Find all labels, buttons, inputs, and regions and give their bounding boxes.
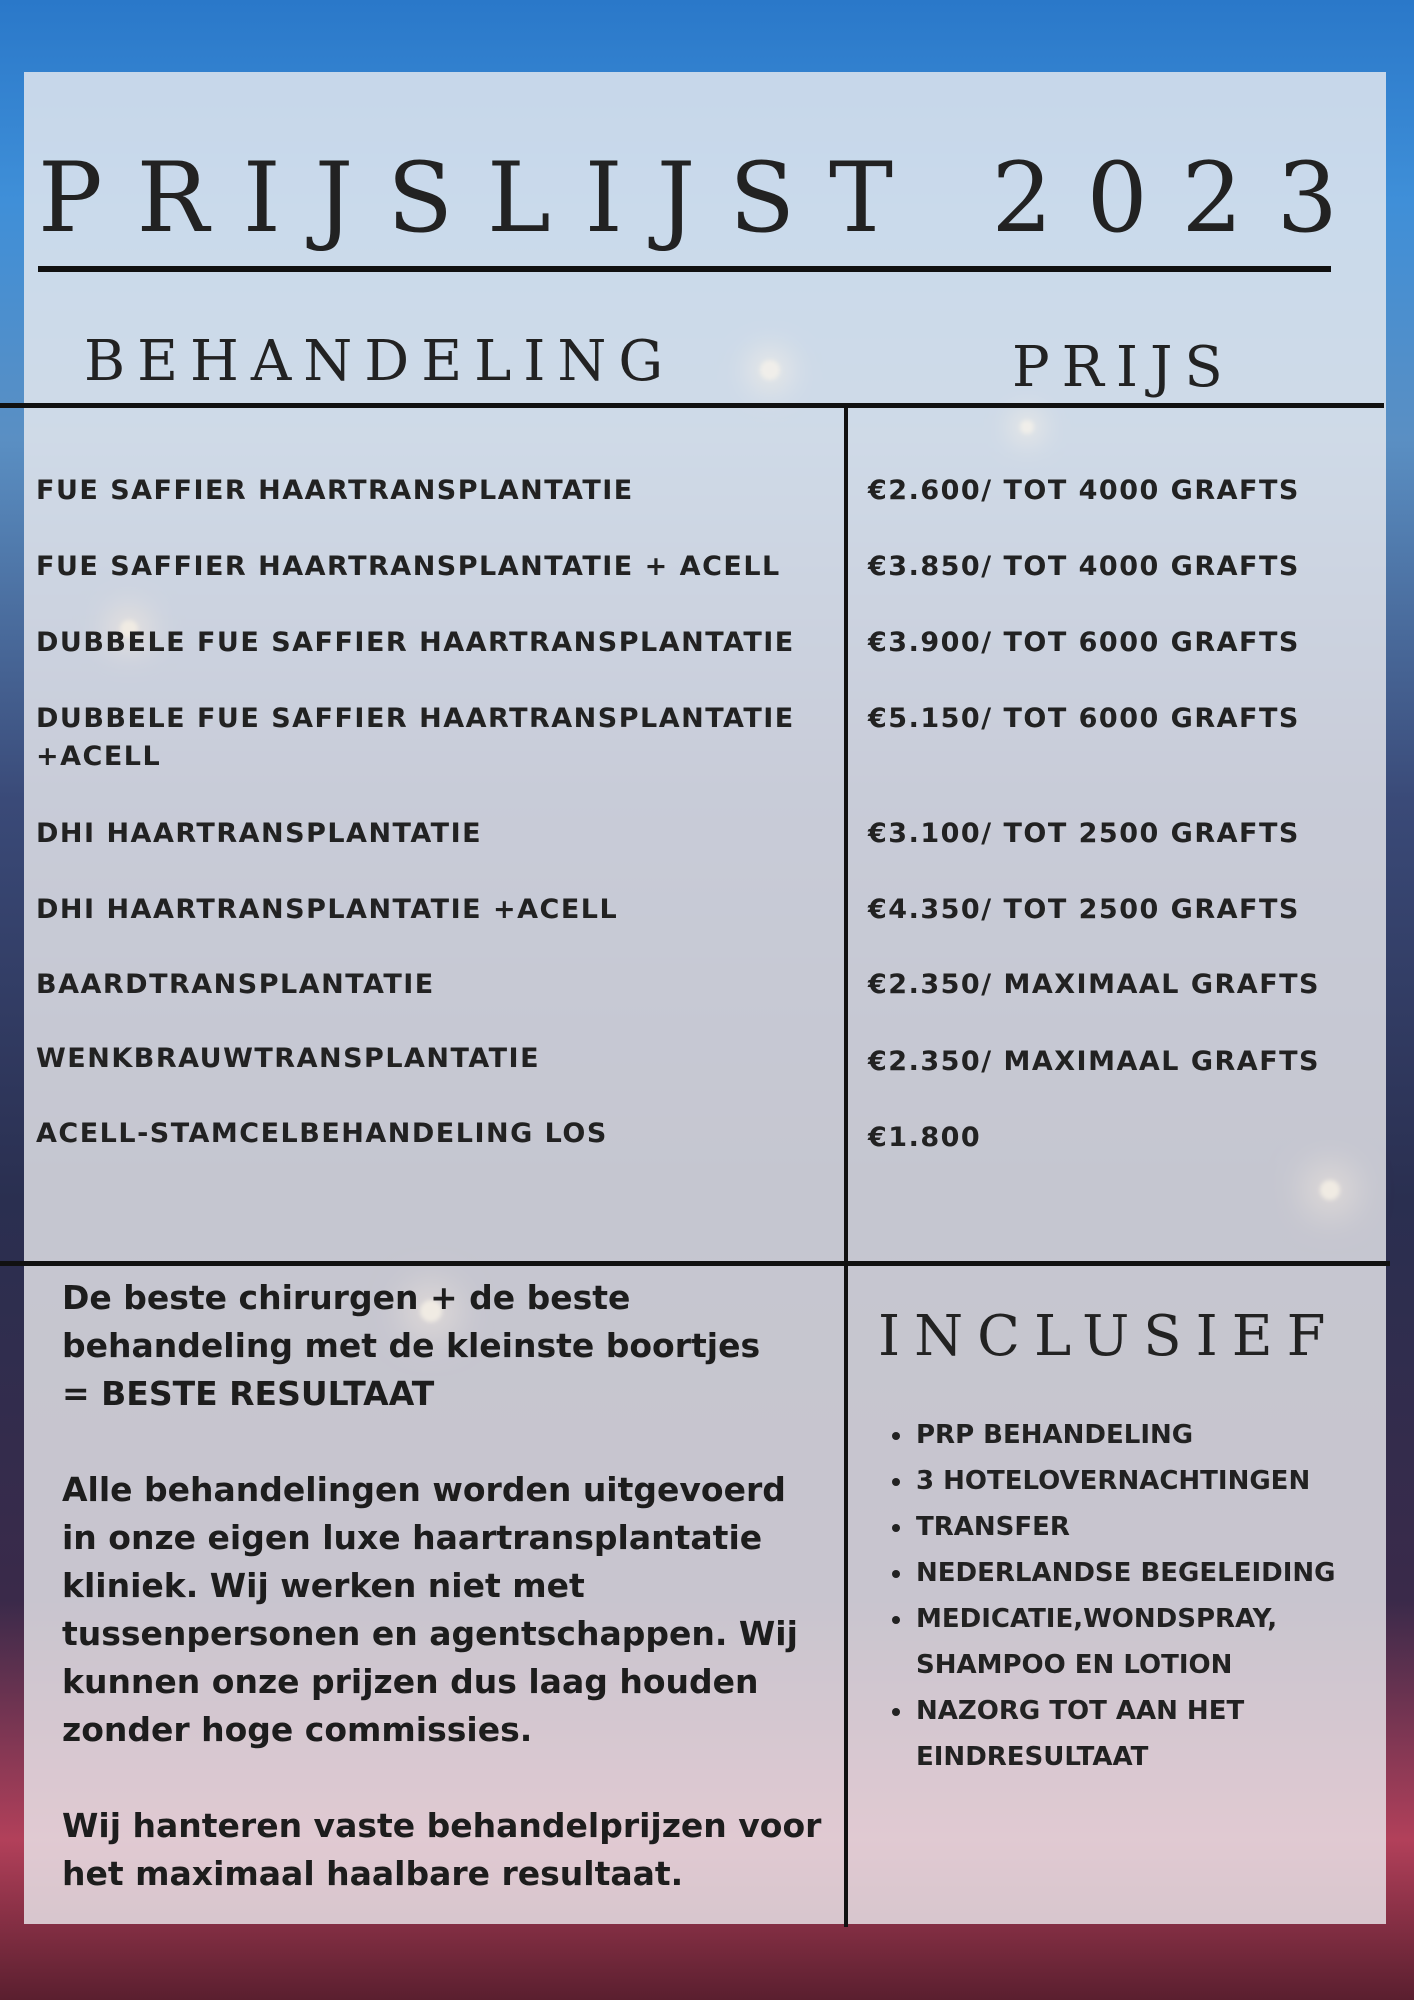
table-row-treatment: ACELL-STAMCELBEHANDELING LOS xyxy=(36,1118,608,1149)
table-row-price: €3.100/ TOT 2500 GRAFTS xyxy=(868,818,1300,849)
table-top-divider xyxy=(0,403,1384,408)
table-row-treatment: DHI HAARTRANSPLANTATIE +ACELL xyxy=(36,894,619,925)
list-item: • 3 HOTELOVERNACHTINGEN xyxy=(914,1458,1394,1504)
table-row-price: €5.150/ TOT 6000 GRAFTS xyxy=(868,703,1300,734)
header-price: PRIJS xyxy=(1012,335,1235,400)
list-item: • MEDICATIE,WONDSPRAY, SHAMPOO EN LOTION xyxy=(914,1596,1394,1688)
table-row-price: €2.600/ TOT 4000 GRAFTS xyxy=(868,475,1300,506)
table-row-treatment: BAARDTRANSPLANTATIE xyxy=(36,969,435,1000)
column-divider xyxy=(844,407,848,1927)
table-row-treatment: DUBBELE FUE SAFFIER HAARTRANSPLANTATIE xyxy=(36,627,795,658)
table-row-price: €1.800 xyxy=(868,1122,982,1153)
table-row-price: €2.350/ MAXIMAAL GRAFTS xyxy=(868,969,1320,1000)
table-row-price: €4.350/ TOT 2500 GRAFTS xyxy=(868,894,1300,925)
table-row-treatment: FUE SAFFIER HAARTRANSPLANTATIE + ACELL xyxy=(36,551,781,582)
page-title: PRIJSLIJST 2023 xyxy=(38,142,1372,254)
promo-headline: De beste chirurgen + de beste behandeling met de kleinste boortjes = BESTE RESULTAAT xyxy=(62,1278,761,1413)
table-row-treatment: DUBBELE FUE SAFFIER HAARTRANSPLANTATIE +ACELL xyxy=(36,703,795,772)
list-item: • PRP BEHANDELING xyxy=(914,1412,1394,1458)
table-row-treatment: FUE SAFFIER HAARTRANSPLANTATIE xyxy=(36,475,634,506)
promo-paragraph: Alle behandelingen worden uitgevoerd in onze eigen luxe haartransplantatie kliniek. Wij werken niet met tussenpersonen en agentschappen. Wij kunnen onze prijzen dus laag houden zonder hoge commissies. xyxy=(62,1470,798,1749)
title-underline xyxy=(38,266,1331,272)
list-item: • TRANSFER xyxy=(914,1504,1394,1550)
list-item: • NEDERLANDSE BEGELEIDING xyxy=(914,1550,1394,1596)
list-item: • NAZORG TOT AAN HET EINDRESULTAAT xyxy=(914,1688,1394,1780)
table-row-price: €2.350/ MAXIMAAL GRAFTS xyxy=(868,1046,1320,1077)
table-row-price: €3.900/ TOT 6000 GRAFTS xyxy=(868,627,1300,658)
table-row-price: €3.850/ TOT 4000 GRAFTS xyxy=(868,551,1300,582)
inclusief-heading: INCLUSIEF xyxy=(878,1304,1340,1369)
promo-closing: Wij hanteren vaste behandelprijzen voor het maximaal haalbare resultaat. xyxy=(62,1806,822,1893)
inclusief-list xyxy=(882,1412,1394,1780)
table-bottom-divider xyxy=(0,1261,1390,1266)
table-row-treatment: WENKBRAUWTRANSPLANTATIE xyxy=(36,1043,541,1074)
header-treatment: BEHANDELING xyxy=(84,329,676,394)
table-row-treatment: DHI HAARTRANSPLANTATIE xyxy=(36,818,483,849)
